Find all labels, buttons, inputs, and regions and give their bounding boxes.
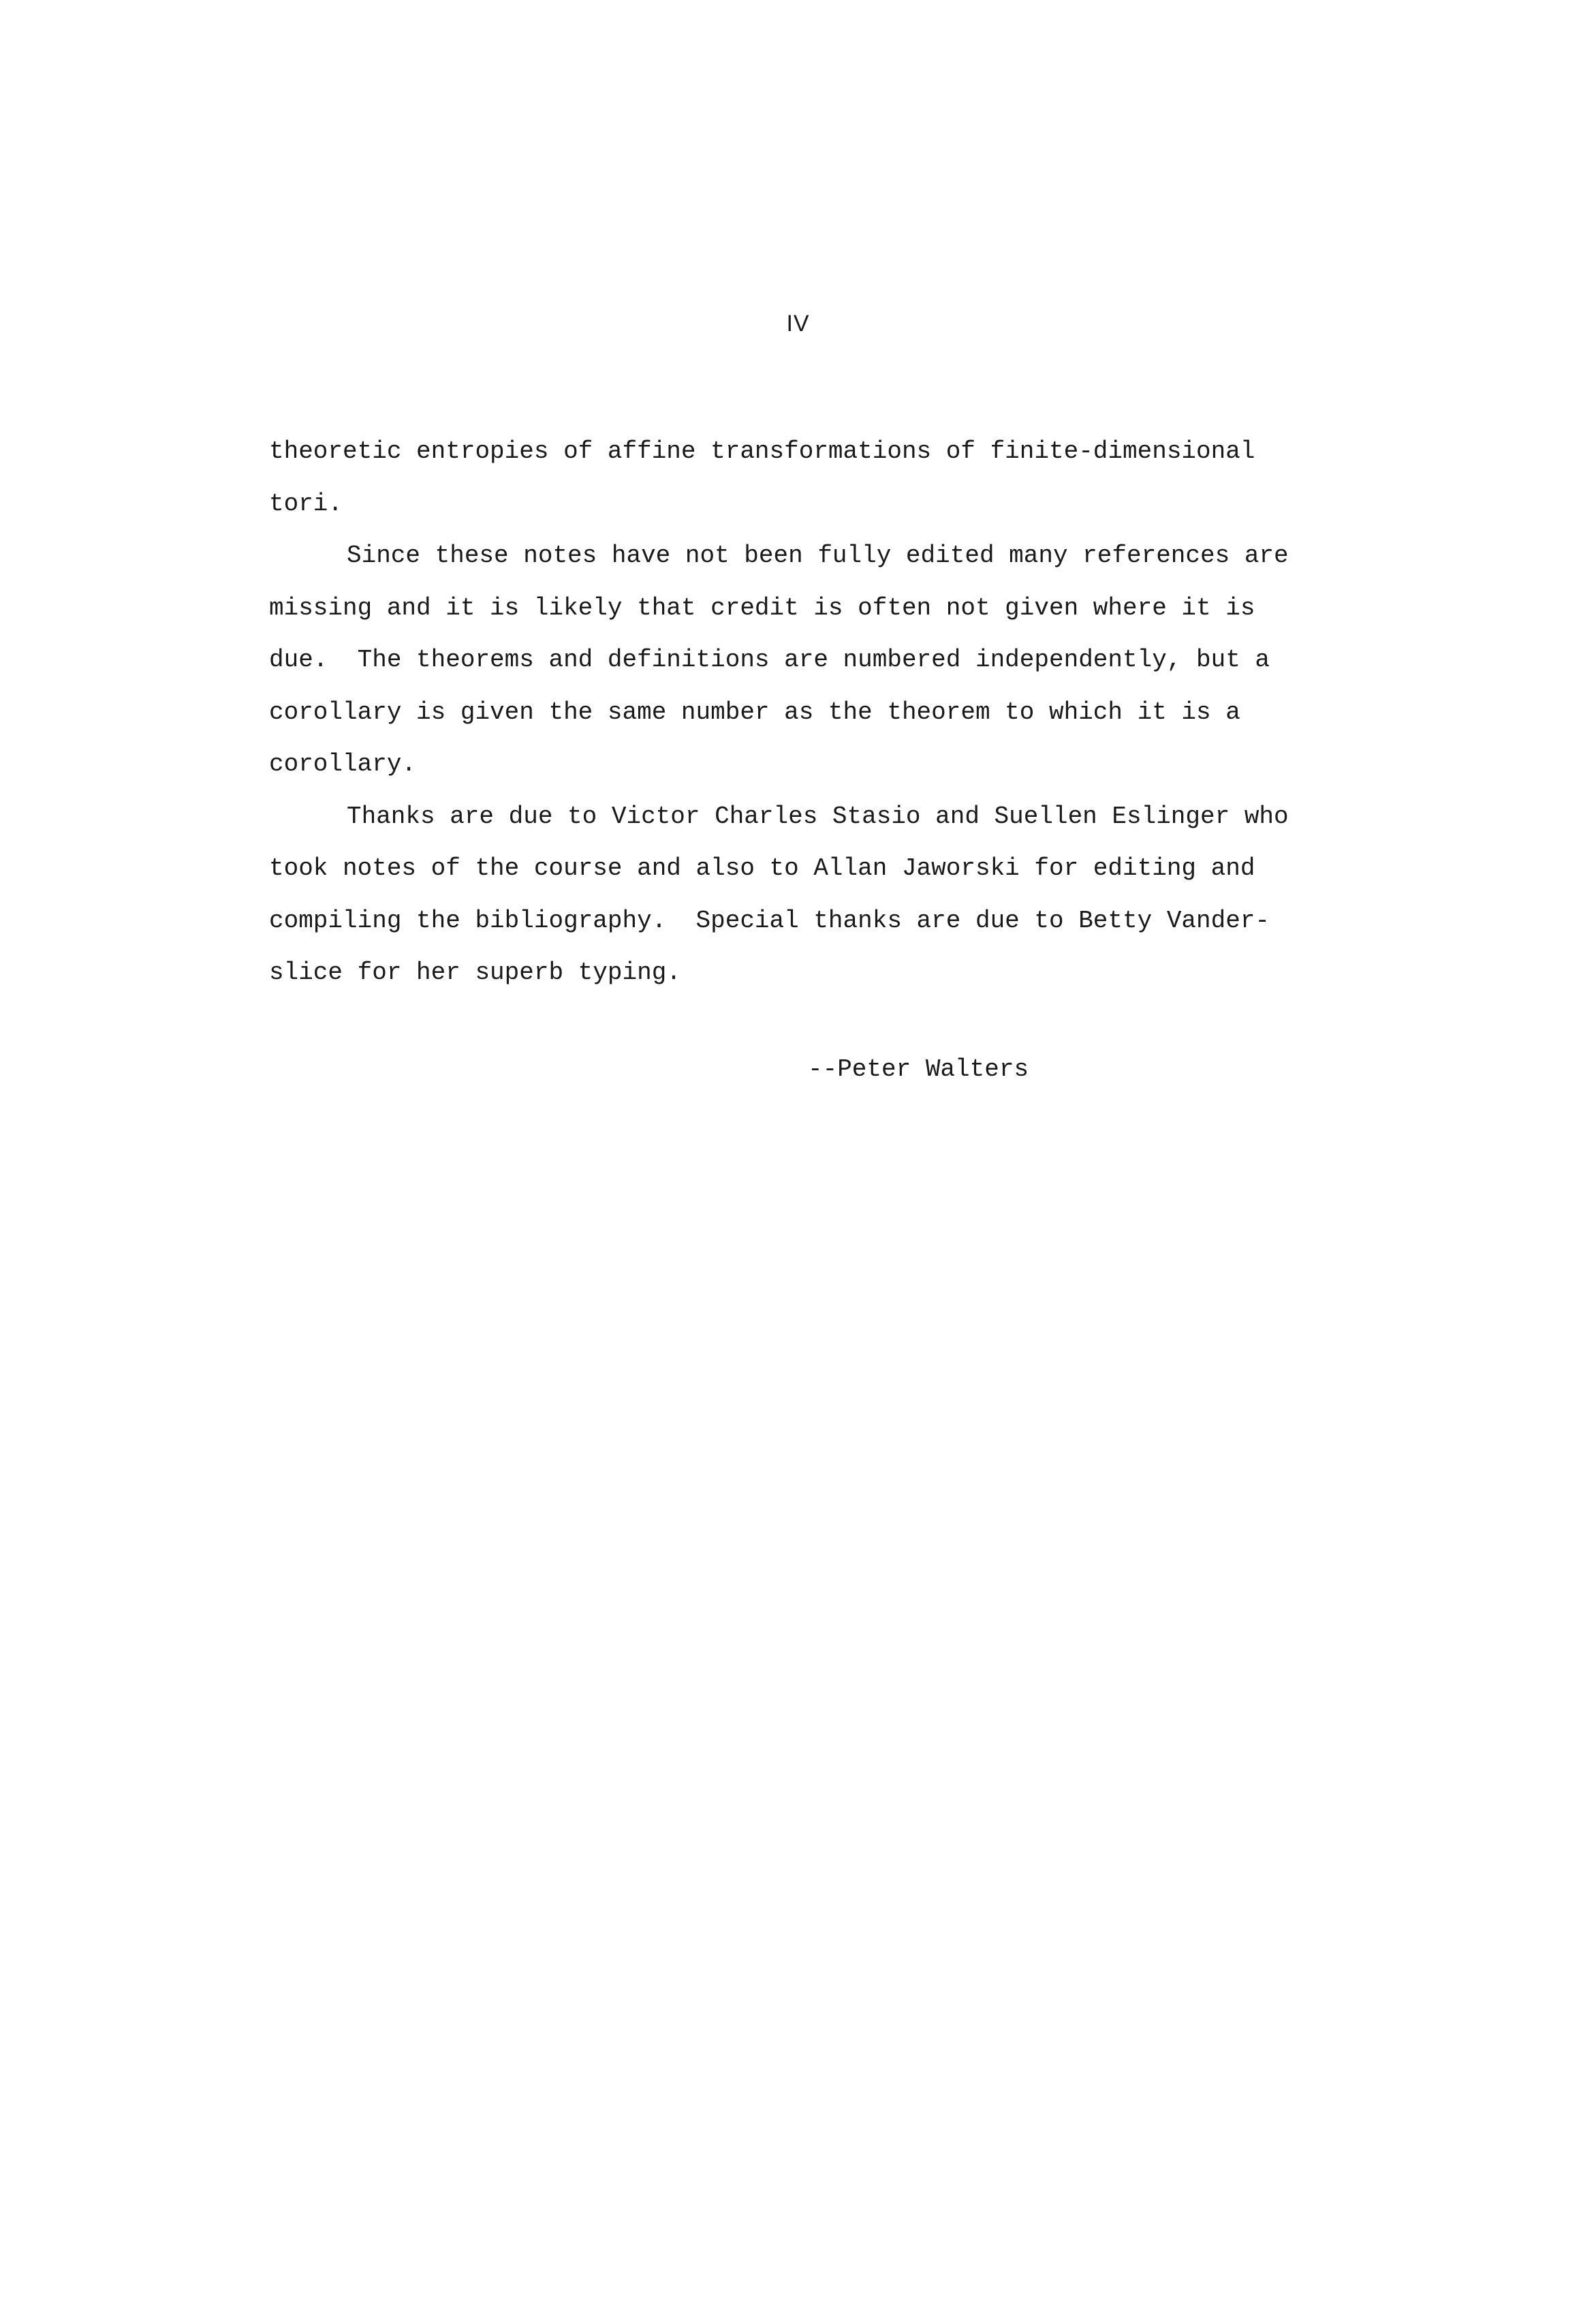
text-line: corollary is given the same number as the theorem to which it is a <box>269 698 1240 726</box>
text-line: due. The theorems and definitions are numbered independently, but a <box>269 646 1270 674</box>
text-line: slice for her superb typing. <box>269 959 681 986</box>
author-signature: --Peter Walters <box>808 1055 1029 1083</box>
body-text <box>269 426 1373 999</box>
text-line: took notes of the course and also to Allan Jaworski for editing and <box>269 854 1255 882</box>
text-line: Thanks are due to Victor Charles Stasio and Suellen Eslinger who <box>347 802 1289 830</box>
text-line: missing and it is likely that credit is often not given where it is <box>269 593 1255 622</box>
paragraph-editing-note <box>269 530 1373 791</box>
paragraph-continuation <box>269 426 1373 530</box>
page-number: IV <box>786 311 810 337</box>
text-line: Since these notes have not been fully edited many references are <box>347 542 1289 570</box>
text-line: theoretic entropies of affine transformations of finite-dimensional <box>269 437 1255 465</box>
text-line: corollary. <box>269 750 417 778</box>
text-line: compiling the bibliography. Special thanks are due to Betty Vander- <box>269 906 1270 935</box>
text-line: tori. <box>269 489 343 518</box>
paragraph-acknowledgements <box>269 791 1373 999</box>
